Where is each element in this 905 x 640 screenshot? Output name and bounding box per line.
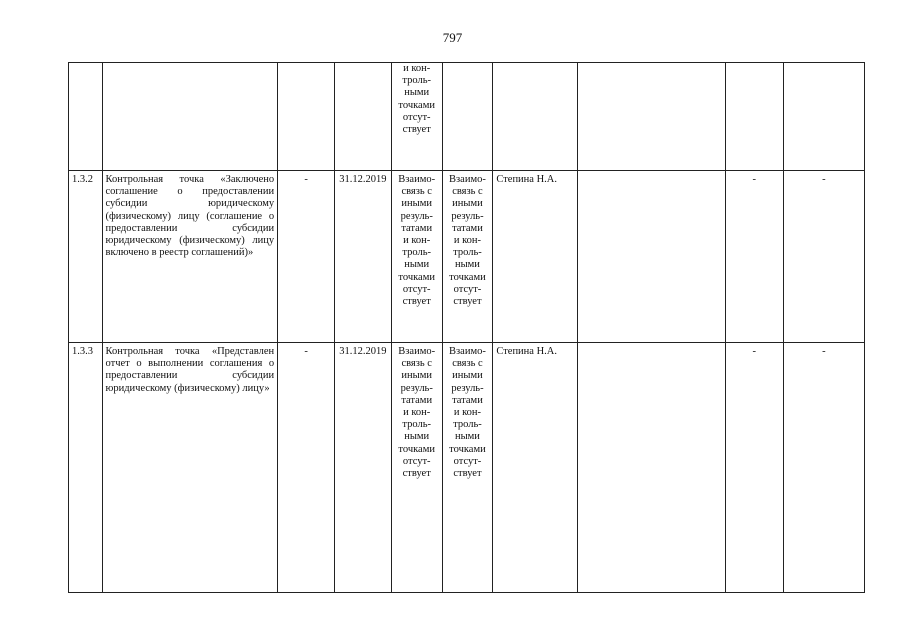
cell-number bbox=[69, 63, 103, 171]
row-col9: - bbox=[725, 171, 783, 343]
cell-col9 bbox=[725, 63, 783, 171]
row-end: 31.12.2019 bbox=[334, 343, 391, 593]
row-interrelation-b: Взаимо- связь с иными резуль- татами и кон- троль- ными точками отсут- ствует bbox=[442, 343, 493, 593]
cell-start bbox=[278, 63, 335, 171]
cell-end bbox=[334, 63, 391, 171]
row-col10: - bbox=[783, 171, 864, 343]
row-interrelation-a: Взаимо- связь с иными резуль- татами и кон- троль- ными точками отсут- ствует bbox=[391, 343, 442, 593]
table-row bbox=[69, 171, 865, 343]
row-number: 1.3.3 bbox=[69, 343, 103, 593]
row-col10: - bbox=[783, 343, 864, 593]
row-description: Контрольная точка «Заключено соглашение о предоставлении субсидии юридическому (физическому) лицу (соглашение о предоставлении субсидии юридическому (физическому) лицу включено в реестр соглашений)» bbox=[102, 171, 278, 343]
table-row-continued bbox=[69, 63, 865, 171]
row-number: 1.3.2 bbox=[69, 171, 103, 343]
row-col9: - bbox=[725, 343, 783, 593]
row-responsible: Степина Н.А. bbox=[493, 343, 577, 593]
row-interrelation-b: Взаимо- связь с иными резуль- татами и кон- троль- ными точками отсут- ствует bbox=[442, 171, 493, 343]
row-extra bbox=[577, 171, 725, 343]
row-description: Контрольная точка «Представлен отчет о выполнении соглашения о предоставлении субсидии юридическому (физическому) лицу» bbox=[102, 343, 278, 593]
row-responsible: Степина Н.А. bbox=[493, 171, 577, 343]
cell-extra bbox=[577, 63, 725, 171]
table-row bbox=[69, 343, 865, 593]
row-interrelation-a: Взаимо- связь с иными резуль- татами и кон- троль- ными точками отсут- ствует bbox=[391, 171, 442, 343]
row-start: - bbox=[278, 171, 335, 343]
row-start: - bbox=[278, 343, 335, 593]
cell-interrelation-b bbox=[442, 63, 493, 171]
cell-interrelation: и кон- троль- ными точками отсут- ствует bbox=[391, 63, 442, 171]
page-number: 797 bbox=[442, 30, 463, 45]
row-end: 31.12.2019 bbox=[334, 171, 391, 343]
cell-responsible bbox=[493, 63, 577, 171]
cell-col10 bbox=[783, 63, 864, 171]
row-extra bbox=[577, 343, 725, 593]
plan-table bbox=[68, 62, 865, 593]
cell-description bbox=[102, 63, 278, 171]
